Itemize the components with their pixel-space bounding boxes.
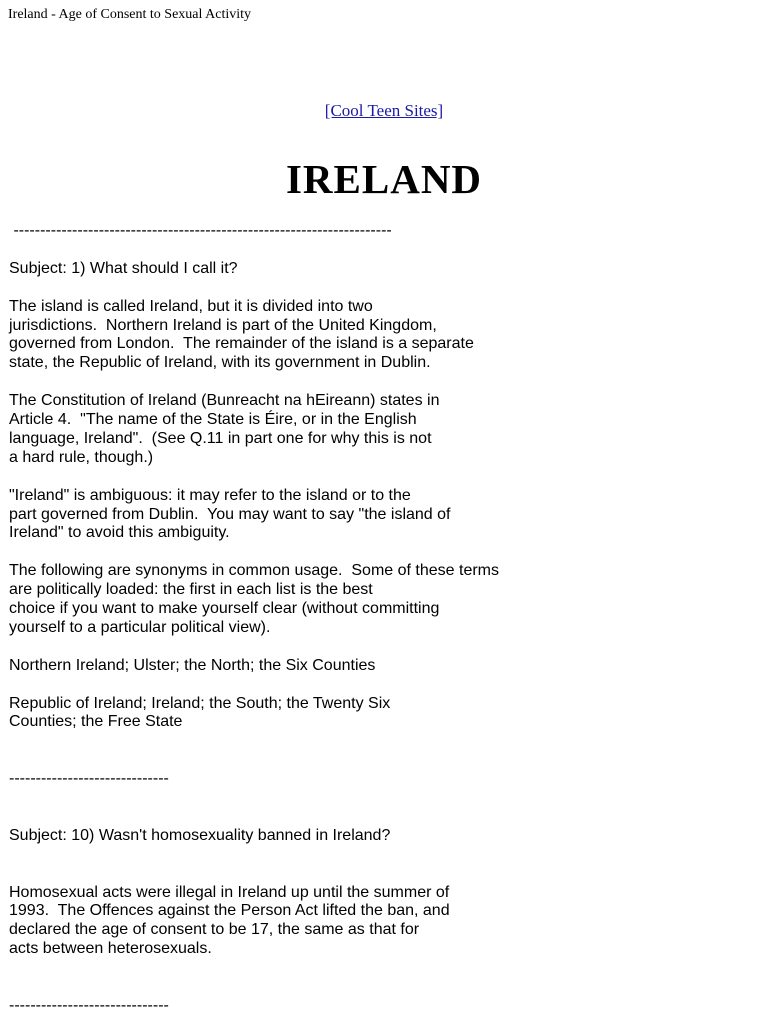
page-title: IRELAND bbox=[285, 156, 483, 202]
nav-link-container bbox=[0, 101, 768, 121]
section-1-paragraph-4: The following are synonyms in common usage. Some of these terms are politically loaded: the first in each list is the best choice if you want to make yourself clear (without committing yourself to a particular political view). bbox=[9, 562, 499, 636]
section-1-paragraph-2: The Constitution of Ireland (Bunreacht na hEireann) states in Article 4. "The name of the State is Éire, or in the English language, Ireland". (See Q.11 in part one for why this is not a hard rule, though.) bbox=[9, 392, 440, 466]
divider-top: ----------------------------------------------------------------------- bbox=[9, 222, 392, 239]
section-2-subject: Subject: 10) Wasn't homosexuality banned in Ireland? bbox=[9, 826, 391, 844]
page-header-title: Ireland - Age of Consent to Sexual Activity bbox=[8, 7, 252, 22]
divider-bottom: ------------------------------ bbox=[9, 996, 169, 1014]
article-body bbox=[9, 222, 768, 1016]
divider-mid: ------------------------------ bbox=[9, 770, 169, 788]
section-1-subject: Subject: 1) What should I call it? bbox=[9, 259, 238, 277]
cool-teen-sites-link[interactable]: [Cool Teen Sites] bbox=[324, 101, 444, 120]
section-1-paragraph-1: The island is called Ireland, but it is divided into two jurisdictions. Northern Ireland is part of the United Kingdom, governed from London. The remainder of the island is a separate state, the Republic of Ireland, with its government in Dublin. bbox=[9, 297, 474, 372]
section-1-paragraph-6: Republic of Ireland; Ireland; the South; the Twenty Six Counties; the Free State bbox=[9, 694, 391, 731]
section-1-paragraph-5: Northern Ireland; Ulster; the North; the Six Counties bbox=[9, 656, 376, 674]
section-1-paragraph-3: "Ireland" is ambiguous: it may refer to the island or to the part governed from Dublin. You may want to say "the island of Ireland" to avoid this ambiguity. bbox=[9, 486, 451, 542]
section-2-paragraph: Homosexual acts were illegal in Ireland up until the summer of 1993. The Offences against the Person Act lifted the ban, and declared the age of consent to be 17, the same as that for acts between heterosexuals. bbox=[9, 883, 450, 958]
